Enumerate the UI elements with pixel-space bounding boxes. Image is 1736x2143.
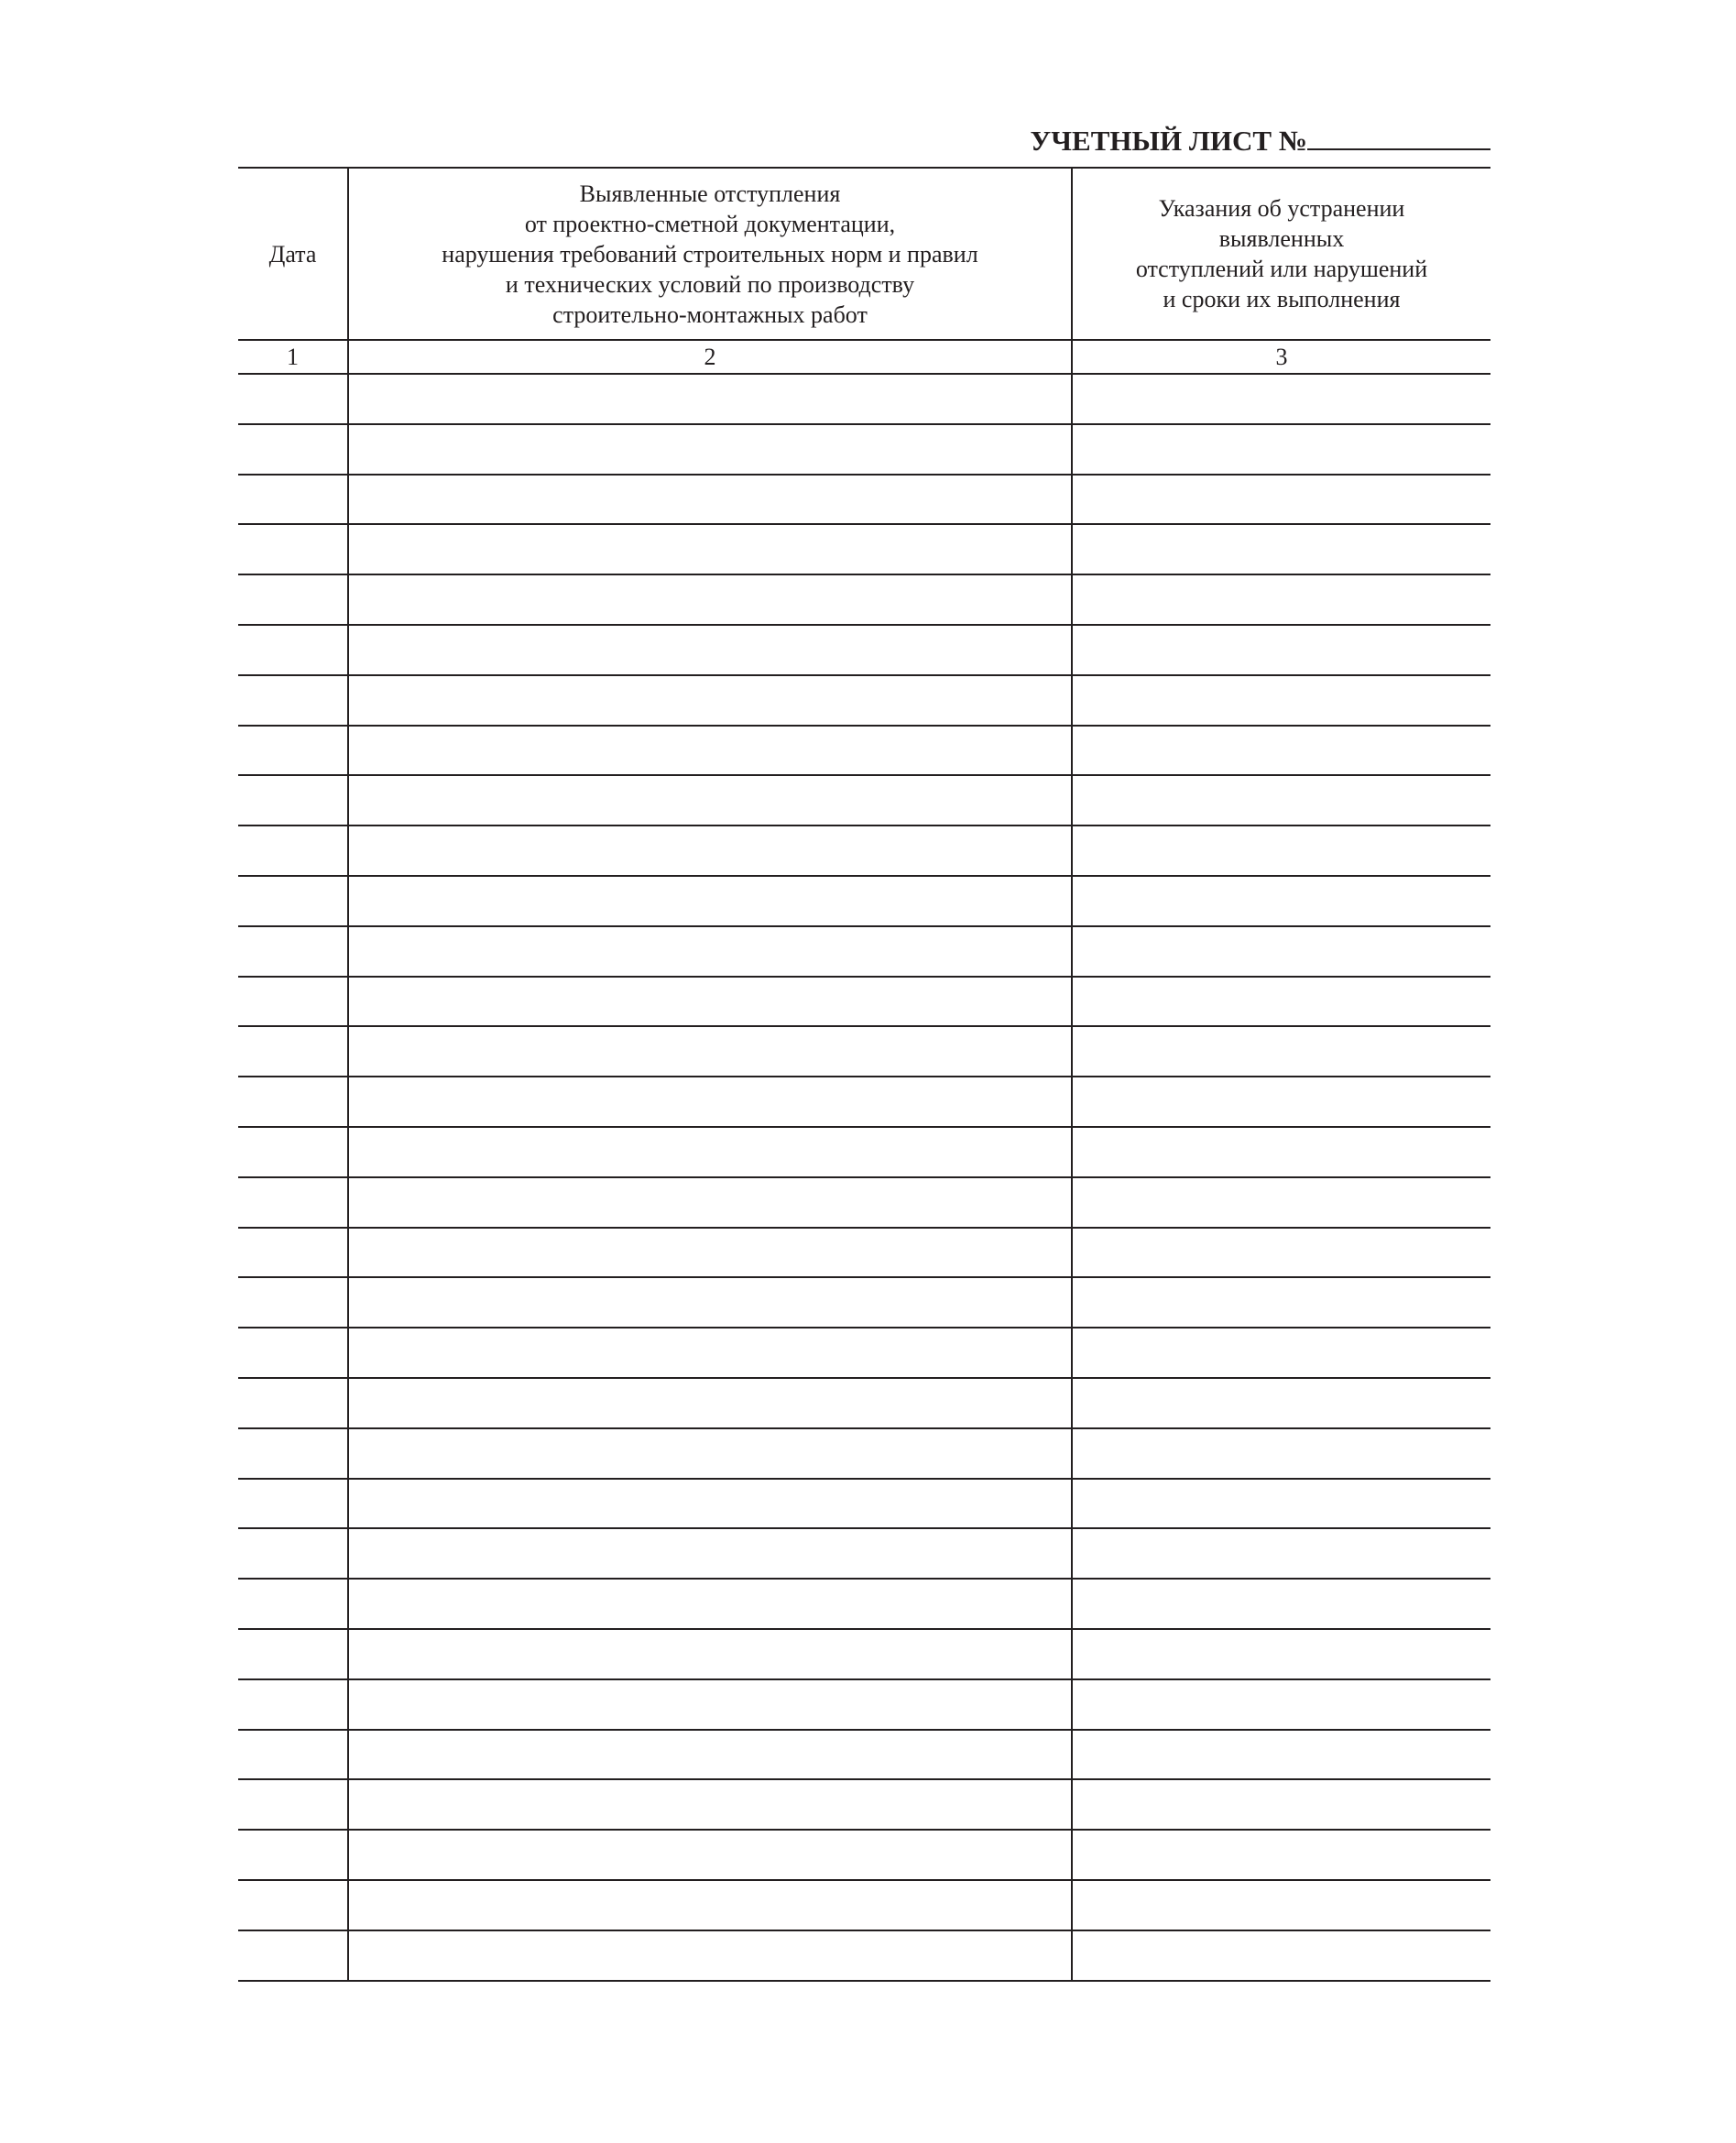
table-row bbox=[238, 926, 1490, 977]
instruction-cell[interactable] bbox=[1072, 1579, 1490, 1629]
table-row bbox=[238, 1579, 1490, 1629]
table-row bbox=[238, 1378, 1490, 1428]
instruction-cell[interactable] bbox=[1072, 876, 1490, 926]
date-cell[interactable] bbox=[238, 524, 348, 574]
table-row bbox=[238, 675, 1490, 726]
instruction-cell[interactable] bbox=[1072, 1228, 1490, 1278]
date-cell[interactable] bbox=[238, 1026, 348, 1077]
instruction-cell[interactable] bbox=[1072, 1528, 1490, 1579]
date-cell[interactable] bbox=[238, 1328, 348, 1378]
instruction-cell[interactable] bbox=[1072, 825, 1490, 876]
date-cell[interactable] bbox=[238, 1528, 348, 1579]
instruction-cell[interactable] bbox=[1072, 524, 1490, 574]
date-cell[interactable] bbox=[238, 1830, 348, 1880]
table-row bbox=[238, 1026, 1490, 1077]
table-row bbox=[238, 1077, 1490, 1127]
date-cell[interactable] bbox=[238, 825, 348, 876]
table-row bbox=[238, 625, 1490, 675]
date-cell[interactable] bbox=[238, 1378, 348, 1428]
table-row bbox=[238, 574, 1490, 625]
date-cell[interactable] bbox=[238, 775, 348, 825]
instruction-cell[interactable] bbox=[1072, 475, 1490, 525]
instruction-cell[interactable] bbox=[1072, 675, 1490, 726]
date-cell[interactable] bbox=[238, 876, 348, 926]
deviation-cell[interactable] bbox=[348, 977, 1072, 1027]
table-row bbox=[238, 475, 1490, 525]
instruction-cell[interactable] bbox=[1072, 1026, 1490, 1077]
table-row bbox=[238, 1328, 1490, 1378]
header-instructions-line: выявленных bbox=[1218, 225, 1345, 252]
date-cell[interactable] bbox=[238, 1679, 348, 1730]
column-number: 3 bbox=[1072, 340, 1490, 374]
header-row bbox=[238, 168, 1490, 340]
date-cell[interactable] bbox=[238, 1077, 348, 1127]
deviation-cell[interactable] bbox=[348, 1428, 1072, 1479]
deviation-cell[interactable] bbox=[348, 876, 1072, 926]
date-cell[interactable] bbox=[238, 1428, 348, 1479]
deviation-cell[interactable] bbox=[348, 675, 1072, 726]
deviation-cell[interactable] bbox=[348, 775, 1072, 825]
date-cell[interactable] bbox=[238, 625, 348, 675]
date-cell[interactable] bbox=[238, 1228, 348, 1278]
date-cell[interactable] bbox=[238, 1127, 348, 1177]
deviation-cell[interactable] bbox=[348, 1228, 1072, 1278]
deviation-cell[interactable] bbox=[348, 1026, 1072, 1077]
table-row bbox=[238, 876, 1490, 926]
date-cell[interactable] bbox=[238, 1479, 348, 1529]
instruction-cell[interactable] bbox=[1072, 726, 1490, 776]
sheet-title bbox=[916, 119, 1490, 160]
header-instructions-line: отступлений или нарушений bbox=[1135, 256, 1428, 282]
table-row bbox=[238, 1629, 1490, 1679]
table-row bbox=[238, 825, 1490, 876]
deviation-cell[interactable] bbox=[348, 625, 1072, 675]
instruction-cell[interactable] bbox=[1072, 1930, 1490, 1981]
deviation-cell[interactable] bbox=[348, 1579, 1072, 1629]
instruction-cell[interactable] bbox=[1072, 1127, 1490, 1177]
deviation-cell[interactable] bbox=[348, 1830, 1072, 1880]
header-deviations-line: от проектно-сметной документации, bbox=[524, 210, 896, 237]
instruction-cell[interactable] bbox=[1072, 625, 1490, 675]
instruction-cell[interactable] bbox=[1072, 1177, 1490, 1228]
date-cell[interactable] bbox=[238, 1930, 348, 1981]
table-row bbox=[238, 1730, 1490, 1780]
deviation-cell[interactable] bbox=[348, 1679, 1072, 1730]
date-cell[interactable] bbox=[238, 1880, 348, 1930]
header-deviations-line: и технических условий по производству bbox=[505, 270, 915, 298]
instruction-cell[interactable] bbox=[1072, 1880, 1490, 1930]
instruction-cell[interactable] bbox=[1072, 1730, 1490, 1780]
header-deviations-line: нарушения требований строительных норм и правил bbox=[442, 240, 978, 268]
date-cell[interactable] bbox=[238, 675, 348, 726]
header-deviations-line: Выявленные отступления bbox=[579, 180, 841, 207]
table-row bbox=[238, 1228, 1490, 1278]
sheet-number-blank[interactable] bbox=[1307, 119, 1490, 150]
deviation-cell[interactable] bbox=[348, 574, 1072, 625]
deviation-cell[interactable] bbox=[348, 926, 1072, 977]
deviation-cell[interactable] bbox=[348, 1779, 1072, 1830]
date-cell[interactable] bbox=[238, 424, 348, 475]
table-row bbox=[238, 1479, 1490, 1529]
instruction-cell[interactable] bbox=[1072, 1629, 1490, 1679]
date-cell[interactable] bbox=[238, 374, 348, 424]
deviation-cell[interactable] bbox=[348, 1880, 1072, 1930]
deviation-cell[interactable] bbox=[348, 1328, 1072, 1378]
table-row bbox=[238, 524, 1490, 574]
header-date bbox=[238, 168, 348, 340]
table-row bbox=[238, 1528, 1490, 1579]
date-cell[interactable] bbox=[238, 1277, 348, 1328]
deviation-cell[interactable] bbox=[348, 374, 1072, 424]
instruction-cell[interactable] bbox=[1072, 1328, 1490, 1378]
sheet-title-text: УЧЕТНЫЙ ЛИСТ № bbox=[1030, 125, 1307, 157]
date-cell[interactable] bbox=[238, 574, 348, 625]
table-row bbox=[238, 775, 1490, 825]
deviation-cell[interactable] bbox=[348, 1378, 1072, 1428]
instruction-cell[interactable] bbox=[1072, 1378, 1490, 1428]
header-instructions-line: Указания об устранении bbox=[1158, 195, 1405, 222]
deviation-cell[interactable] bbox=[348, 1127, 1072, 1177]
deviation-cell[interactable] bbox=[348, 524, 1072, 574]
instruction-cell[interactable] bbox=[1072, 977, 1490, 1027]
date-cell[interactable] bbox=[238, 926, 348, 977]
date-cell[interactable] bbox=[238, 1177, 348, 1228]
instruction-cell[interactable] bbox=[1072, 1830, 1490, 1880]
instruction-cell[interactable] bbox=[1072, 1277, 1490, 1328]
date-cell[interactable] bbox=[238, 726, 348, 776]
deviation-cell[interactable] bbox=[348, 1479, 1072, 1529]
date-cell[interactable] bbox=[238, 977, 348, 1027]
header-date-line: Дата bbox=[268, 240, 317, 268]
deviation-cell[interactable] bbox=[348, 1077, 1072, 1127]
table-body bbox=[238, 374, 1490, 1981]
column-number: 1 bbox=[238, 340, 348, 374]
date-cell[interactable] bbox=[238, 1779, 348, 1830]
record-table bbox=[238, 167, 1490, 1982]
deviation-cell[interactable] bbox=[348, 1277, 1072, 1328]
instruction-cell[interactable] bbox=[1072, 775, 1490, 825]
table-row bbox=[238, 1127, 1490, 1177]
table-row bbox=[238, 1428, 1490, 1479]
deviation-cell[interactable] bbox=[348, 1730, 1072, 1780]
instruction-cell[interactable] bbox=[1072, 1077, 1490, 1127]
column-number: 2 bbox=[348, 340, 1072, 374]
table-row bbox=[238, 374, 1490, 424]
deviation-cell[interactable] bbox=[348, 1177, 1072, 1228]
deviation-cell[interactable] bbox=[348, 1930, 1072, 1981]
instruction-cell[interactable] bbox=[1072, 424, 1490, 475]
date-cell[interactable] bbox=[238, 1730, 348, 1780]
deviation-cell[interactable] bbox=[348, 424, 1072, 475]
table-row bbox=[238, 1830, 1490, 1880]
table-row bbox=[238, 1880, 1490, 1930]
column-number-row bbox=[238, 340, 1490, 374]
deviation-cell[interactable] bbox=[348, 1629, 1072, 1679]
instruction-cell[interactable] bbox=[1072, 1428, 1490, 1479]
header-instructions bbox=[1072, 168, 1490, 340]
instruction-cell[interactable] bbox=[1072, 1479, 1490, 1529]
table-row bbox=[238, 1930, 1490, 1981]
table-row bbox=[238, 1177, 1490, 1228]
date-cell[interactable] bbox=[238, 475, 348, 525]
table-row bbox=[238, 726, 1490, 776]
table-row bbox=[238, 977, 1490, 1027]
deviation-cell[interactable] bbox=[348, 1528, 1072, 1579]
table-row bbox=[238, 1277, 1490, 1328]
header-deviations bbox=[348, 168, 1072, 340]
instruction-cell[interactable] bbox=[1072, 1779, 1490, 1830]
table-row bbox=[238, 424, 1490, 475]
instruction-cell[interactable] bbox=[1072, 1679, 1490, 1730]
header-instructions-line: и сроки их выполнения bbox=[1163, 286, 1401, 312]
instruction-cell[interactable] bbox=[1072, 574, 1490, 625]
date-cell[interactable] bbox=[238, 1629, 348, 1679]
header-deviations-line: строительно-монтажных работ bbox=[552, 301, 868, 328]
table-row bbox=[238, 1779, 1490, 1830]
deviation-cell[interactable] bbox=[348, 475, 1072, 525]
deviation-cell[interactable] bbox=[348, 825, 1072, 876]
instruction-cell[interactable] bbox=[1072, 374, 1490, 424]
date-cell[interactable] bbox=[238, 1579, 348, 1629]
instruction-cell[interactable] bbox=[1072, 926, 1490, 977]
deviation-cell[interactable] bbox=[348, 726, 1072, 776]
table-row bbox=[238, 1679, 1490, 1730]
